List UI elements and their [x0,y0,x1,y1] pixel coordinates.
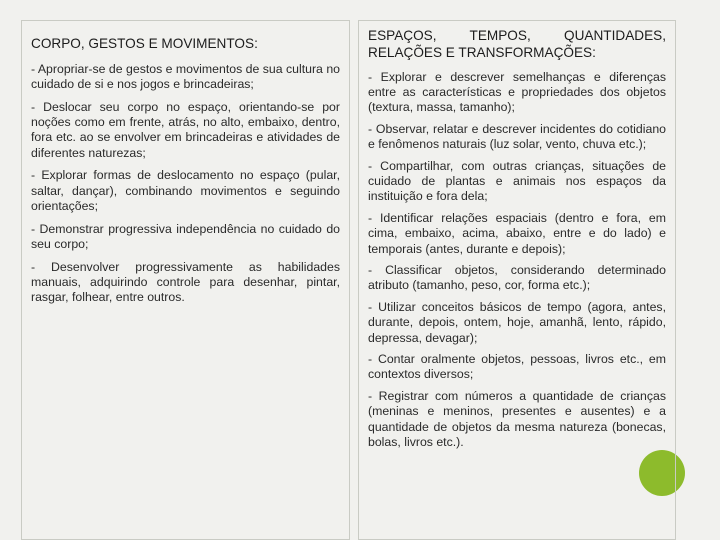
left-heading: CORPO, GESTOS E MOVIMENTOS: [31,36,258,51]
right-item-8: - Registrar com números a quantidade de crianças (meninas e meninos, presentes e ausentes) e a quantidade de objetos da mesma natureza (bonecas, bolas, livros etc.). [368,389,666,449]
left-item-3: - Explorar formas de deslocamento no espaço (pular, saltar, dançar), combinando movimentos e seguindo orientações; [31,168,340,213]
right-item-5: - Classificar objetos, considerando determinado atributo (tamanho, peso, cor, forma etc.); [368,263,666,293]
right-column [358,20,676,540]
right-item-1: - Explorar e descrever semelhanças e diferenças entre as características e propriedades dos objetos (textura, massa, tamanho); [368,70,666,115]
left-item-5: - Desenvolver progressivamente as habilidades manuais, adquirindo controle para desenhar, pintar, rasgar, folhear, entre outros. [31,259,340,305]
right-item-7: - Contar oralmente objetos, pessoas, livros etc., em contextos diversos; [368,352,666,382]
right-item-3: - Compartilhar, com outras crianças, situações de cuidado de plantas e animais nos espaços da instituição e fora dela; [368,159,666,204]
left-item-2: - Deslocar seu corpo no espaço, orientando-se por noções como em frente, atrás, no alto, embaixo, dentro, fora etc. ao se envolver em brincadeiras e atividades de diferentes naturezas; [31,100,340,160]
right-heading: ESPAÇOS, TEMPOS, QUANTIDADES, RELAÇÕES E TRANSFORMAÇÕES: [368,28,666,60]
right-item-4: - Identificar relações espaciais (dentro e fora, em cima, embaixo, acima, abaixo, entre e do lado) e temporais (antes, durante e depois); [368,211,666,256]
left-item-4: - Demonstrar progressiva independência no cuidado do seu corpo; [31,221,340,251]
left-column [21,20,350,540]
left-item-1: - Apropriar-se de gestos e movimentos de sua cultura no cuidado de si e nos jogos e brincadeiras; [31,62,340,92]
right-item-6: - Utilizar conceitos básicos de tempo (agora, antes, durante, depois, ontem, hoje, amanhã, lento, rápido, depressa, devagar); [368,300,666,345]
right-item-2: - Observar, relatar e descrever incidentes do cotidiano e fenômenos naturais (luz solar, vento, chuva etc.); [368,122,666,152]
